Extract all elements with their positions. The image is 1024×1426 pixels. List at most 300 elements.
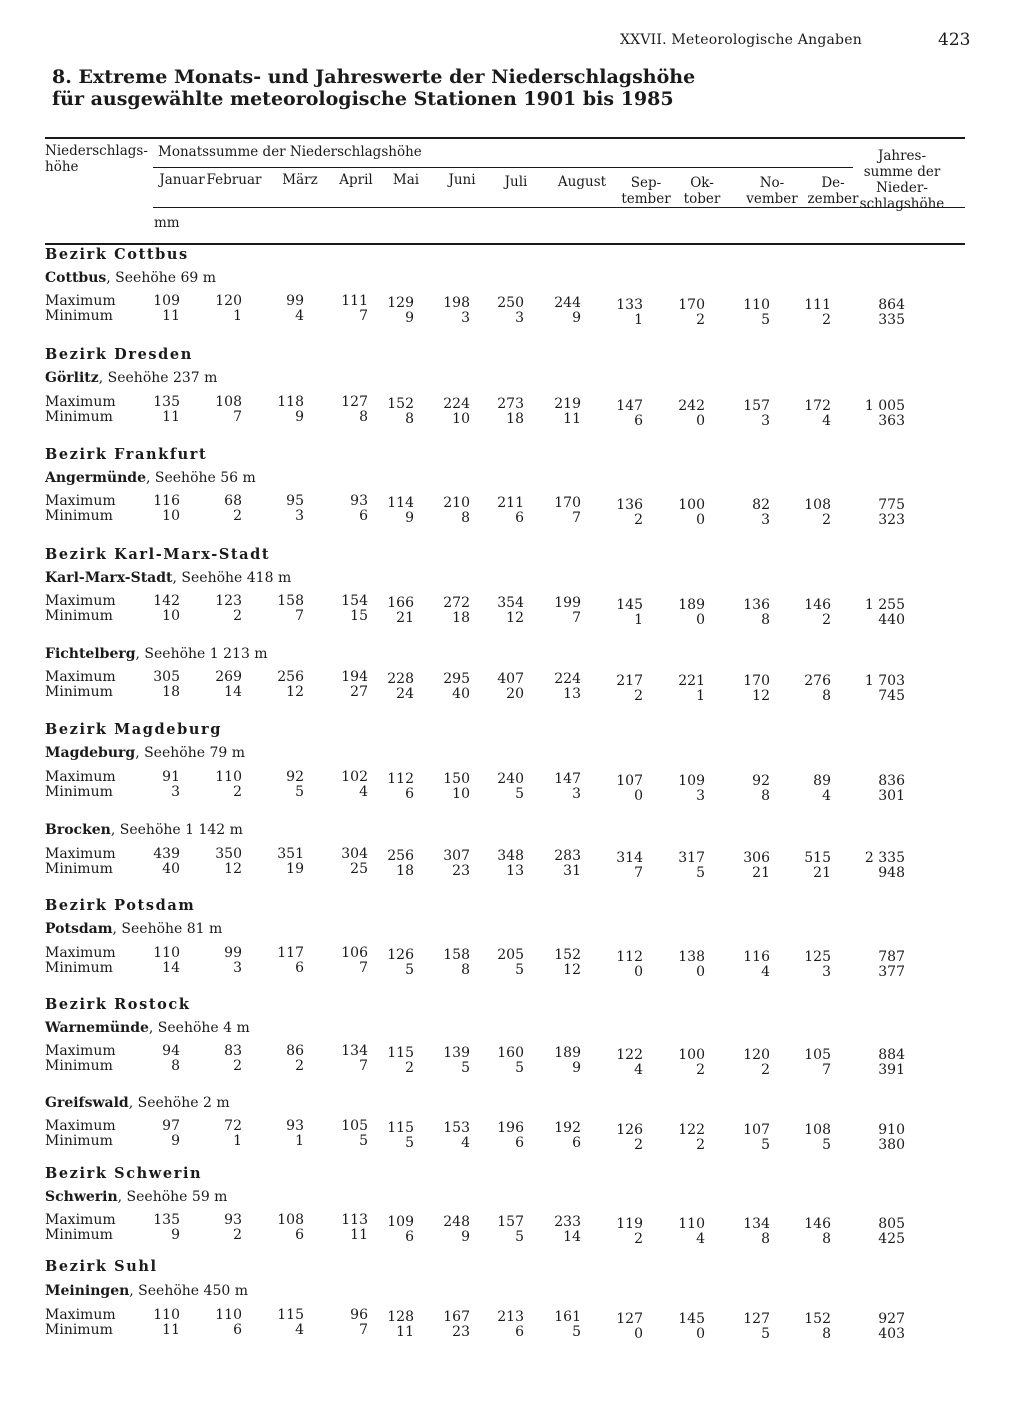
value-cell-maximum: 170 bbox=[678, 297, 705, 313]
value-cell-minimum: 14 bbox=[162, 960, 180, 976]
row-label-header-line: höhe bbox=[45, 159, 79, 175]
value-cell-maximum: 134 bbox=[341, 1043, 368, 1059]
value-cell-maximum: 109 bbox=[153, 293, 180, 309]
value-cell-minimum: 6 bbox=[515, 510, 524, 526]
header-top-rule bbox=[45, 137, 965, 139]
value-cell-minimum: 0 bbox=[634, 788, 643, 804]
month-header-line: zember bbox=[807, 191, 859, 207]
value-cell-minimum: 21 bbox=[752, 865, 770, 881]
value-cell-minimum: 3 bbox=[461, 310, 470, 326]
value-cell-minimum: 7 bbox=[359, 960, 368, 976]
table-title bbox=[52, 66, 695, 110]
value-cell-minimum: 8 bbox=[359, 409, 368, 425]
station-elevation: , Seehöhe 237 m bbox=[98, 370, 218, 386]
value-cell-minimum: 0 bbox=[696, 964, 705, 980]
value-cell-maximum: 110 bbox=[153, 1307, 180, 1323]
value-cell-minimum: 11 bbox=[162, 1322, 180, 1338]
value-cell-minimum: 5 bbox=[572, 1324, 581, 1340]
value-cell-maximum: 113 bbox=[341, 1212, 368, 1228]
value-cell-maximum: 83 bbox=[224, 1043, 242, 1059]
value-cell-maximum: 351 bbox=[277, 846, 304, 862]
value-cell-minimum: 5 bbox=[405, 962, 414, 978]
annual-sum-header-line: Jahres- bbox=[877, 148, 927, 164]
value-cell-minimum: 7 bbox=[634, 865, 643, 881]
value-cell-minimum: 40 bbox=[452, 686, 470, 702]
value-cell-minimum: 2 bbox=[822, 612, 831, 628]
value-cell-minimum: 9 bbox=[171, 1133, 180, 1149]
station-name: Cottbus bbox=[45, 270, 107, 286]
value-cell-maximum: 117 bbox=[277, 945, 304, 961]
value-cell-maximum: 157 bbox=[497, 1214, 524, 1230]
value-cell-maximum: 219 bbox=[554, 396, 581, 412]
value-cell-minimum: 6 bbox=[634, 413, 643, 429]
value-cell-minimum: 2 bbox=[822, 512, 831, 528]
value-cell-minimum: 377 bbox=[878, 964, 905, 980]
value-cell-maximum: 1 005 bbox=[864, 398, 905, 414]
value-cell-maximum: 927 bbox=[878, 1311, 905, 1327]
value-cell-maximum: 109 bbox=[678, 773, 705, 789]
value-cell-maximum: 100 bbox=[678, 497, 705, 513]
value-cell-maximum: 147 bbox=[554, 771, 581, 787]
row-label-minimum: Minimum bbox=[45, 1322, 113, 1338]
value-cell-minimum: 7 bbox=[233, 409, 242, 425]
value-cell-maximum: 217 bbox=[616, 673, 643, 689]
value-cell-maximum: 108 bbox=[215, 394, 242, 410]
value-cell-minimum: 5 bbox=[515, 786, 524, 802]
value-cell-maximum: 93 bbox=[286, 1118, 304, 1134]
value-cell-minimum: 391 bbox=[878, 1062, 905, 1078]
district-heading: Bezirk Rostock bbox=[45, 996, 191, 1013]
annual-sum-header-line: schlagshöhe bbox=[859, 196, 945, 212]
value-cell-minimum: 3 bbox=[295, 508, 304, 524]
table-title-line-2: für ausgewählte meteorologische Stationen 1901 bis 1985 bbox=[52, 88, 674, 110]
value-cell-maximum: 167 bbox=[443, 1309, 470, 1325]
value-cell-maximum: 233 bbox=[554, 1214, 581, 1230]
value-cell-minimum: 5 bbox=[761, 312, 770, 328]
value-cell-maximum: 110 bbox=[743, 297, 770, 313]
value-cell-minimum: 2 bbox=[696, 1137, 705, 1153]
value-cell-maximum: 194 bbox=[341, 669, 368, 685]
value-cell-maximum: 295 bbox=[443, 671, 470, 687]
month-header-line: Januar bbox=[159, 172, 205, 188]
value-cell-maximum: 256 bbox=[277, 669, 304, 685]
value-cell-maximum: 170 bbox=[743, 673, 770, 689]
value-cell-minimum: 1 bbox=[634, 612, 643, 628]
value-cell-maximum: 157 bbox=[743, 398, 770, 414]
month-header-line: No- bbox=[759, 175, 785, 191]
value-cell-maximum: 189 bbox=[678, 597, 705, 613]
station-name: Fichtelberg bbox=[45, 646, 136, 662]
value-cell-maximum: 224 bbox=[554, 671, 581, 687]
month-header-line: vember bbox=[746, 191, 798, 207]
station-elevation: , Seehöhe 1 142 m bbox=[110, 822, 243, 838]
value-cell-maximum: 110 bbox=[215, 1307, 242, 1323]
value-cell-maximum: 93 bbox=[350, 493, 368, 509]
value-cell-maximum: 102 bbox=[341, 769, 368, 785]
station-name: Görlitz bbox=[45, 370, 99, 386]
month-header-line: Februar bbox=[206, 172, 262, 188]
table-title-line-1: 8. Extreme Monats- und Jahreswerte der Niederschlagshöhe bbox=[52, 66, 696, 88]
value-cell-minimum: 6 bbox=[405, 1229, 414, 1245]
value-cell-minimum: 10 bbox=[452, 411, 470, 427]
value-cell-minimum: 18 bbox=[162, 684, 180, 700]
month-header-line: März bbox=[282, 172, 318, 188]
value-cell-minimum: 6 bbox=[295, 960, 304, 976]
station-name: Schwerin bbox=[45, 1189, 118, 1205]
header-bottom-rule bbox=[45, 243, 965, 245]
value-cell-minimum: 0 bbox=[696, 512, 705, 528]
value-cell-maximum: 305 bbox=[153, 669, 180, 685]
value-cell-maximum: 118 bbox=[277, 394, 304, 410]
value-cell-maximum: 111 bbox=[341, 293, 368, 309]
value-cell-minimum: 8 bbox=[405, 411, 414, 427]
station-heading bbox=[45, 370, 217, 386]
value-cell-maximum: 147 bbox=[616, 398, 643, 414]
value-cell-maximum: 354 bbox=[497, 595, 524, 611]
value-cell-minimum: 9 bbox=[171, 1227, 180, 1243]
value-cell-maximum: 1 703 bbox=[864, 673, 905, 689]
value-cell-minimum: 4 bbox=[461, 1135, 470, 1151]
value-cell-minimum: 11 bbox=[396, 1324, 414, 1340]
value-cell-minimum: 13 bbox=[506, 863, 524, 879]
station-elevation: , Seehöhe 4 m bbox=[148, 1020, 250, 1036]
value-cell-maximum: 166 bbox=[387, 595, 414, 611]
district-heading: Bezirk Cottbus bbox=[45, 246, 189, 263]
row-label-maximum: Maximum bbox=[45, 394, 116, 410]
value-cell-maximum: 126 bbox=[616, 1122, 643, 1138]
station-heading bbox=[45, 1283, 248, 1299]
value-cell-maximum: 224 bbox=[443, 396, 470, 412]
value-cell-maximum: 150 bbox=[443, 771, 470, 787]
value-cell-minimum: 3 bbox=[171, 784, 180, 800]
station-name: Karl-Marx-Stadt bbox=[45, 570, 173, 586]
value-cell-maximum: 93 bbox=[224, 1212, 242, 1228]
value-cell-minimum: 8 bbox=[822, 1231, 831, 1247]
value-cell-minimum: 4 bbox=[295, 1322, 304, 1338]
value-cell-maximum: 135 bbox=[153, 1212, 180, 1228]
value-cell-minimum: 12 bbox=[563, 962, 581, 978]
station-elevation: , Seehöhe 1 213 m bbox=[135, 646, 268, 662]
month-header-line: August bbox=[557, 174, 607, 190]
value-cell-maximum: 138 bbox=[678, 949, 705, 965]
value-cell-minimum: 3 bbox=[696, 788, 705, 804]
value-cell-maximum: 119 bbox=[616, 1216, 643, 1232]
value-cell-maximum: 115 bbox=[387, 1120, 414, 1136]
value-cell-minimum: 425 bbox=[878, 1231, 905, 1247]
value-cell-maximum: 135 bbox=[153, 394, 180, 410]
value-cell-maximum: 407 bbox=[497, 671, 524, 687]
value-cell-minimum: 12 bbox=[506, 610, 524, 626]
value-cell-minimum: 2 bbox=[696, 312, 705, 328]
value-cell-maximum: 133 bbox=[616, 297, 643, 313]
value-cell-minimum: 31 bbox=[563, 863, 581, 879]
value-cell-minimum: 5 bbox=[761, 1326, 770, 1342]
value-cell-maximum: 128 bbox=[387, 1309, 414, 1325]
value-cell-minimum: 4 bbox=[696, 1231, 705, 1247]
month-header-line: Mai bbox=[392, 172, 420, 188]
row-label-maximum: Maximum bbox=[45, 1307, 116, 1323]
value-cell-minimum: 2 bbox=[233, 508, 242, 524]
value-cell-minimum: 0 bbox=[634, 1326, 643, 1342]
station-heading bbox=[45, 921, 222, 937]
station-heading bbox=[45, 1189, 227, 1205]
station-elevation: , Seehöhe 81 m bbox=[112, 921, 223, 937]
row-label-header bbox=[45, 143, 148, 175]
value-cell-minimum: 2 bbox=[634, 512, 643, 528]
value-cell-maximum: 122 bbox=[616, 1047, 643, 1063]
value-cell-maximum: 1 255 bbox=[864, 597, 905, 613]
station-name: Meiningen bbox=[45, 1283, 130, 1299]
value-cell-minimum: 5 bbox=[405, 1135, 414, 1151]
value-cell-minimum: 3 bbox=[761, 512, 770, 528]
value-cell-maximum: 196 bbox=[497, 1120, 524, 1136]
district-heading: Bezirk Suhl bbox=[45, 1258, 158, 1275]
value-cell-maximum: 134 bbox=[743, 1216, 770, 1232]
row-label-maximum: Maximum bbox=[45, 1043, 116, 1059]
value-cell-maximum: 127 bbox=[341, 394, 368, 410]
district-heading: Bezirk Potsdam bbox=[45, 897, 196, 914]
value-cell-minimum: 2 bbox=[233, 1227, 242, 1243]
value-cell-maximum: 115 bbox=[277, 1307, 304, 1323]
value-cell-maximum: 192 bbox=[554, 1120, 581, 1136]
value-cell-maximum: 115 bbox=[387, 1045, 414, 1061]
value-cell-minimum: 2 bbox=[696, 1062, 705, 1078]
row-label-minimum: Minimum bbox=[45, 608, 113, 624]
row-label-maximum: Maximum bbox=[45, 669, 116, 685]
value-cell-minimum: 9 bbox=[405, 510, 414, 526]
value-cell-minimum: 6 bbox=[405, 786, 414, 802]
value-cell-minimum: 948 bbox=[878, 865, 905, 881]
value-cell-maximum: 307 bbox=[443, 848, 470, 864]
value-cell-minimum: 7 bbox=[359, 308, 368, 324]
station-heading bbox=[45, 822, 243, 838]
value-cell-minimum: 6 bbox=[515, 1135, 524, 1151]
value-cell-minimum: 8 bbox=[822, 688, 831, 704]
month-header-line: Sep- bbox=[630, 175, 662, 191]
value-cell-maximum: 120 bbox=[215, 293, 242, 309]
value-cell-minimum: 1 bbox=[233, 308, 242, 324]
value-cell-minimum: 3 bbox=[761, 413, 770, 429]
station-name: Warnemünde bbox=[45, 1020, 149, 1036]
value-cell-maximum: 108 bbox=[804, 1122, 831, 1138]
value-cell-minimum: 4 bbox=[359, 784, 368, 800]
value-cell-maximum: 126 bbox=[387, 947, 414, 963]
value-cell-maximum: 105 bbox=[341, 1118, 368, 1134]
value-cell-maximum: 910 bbox=[878, 1122, 905, 1138]
value-cell-minimum: 2 bbox=[233, 1058, 242, 1074]
value-cell-maximum: 127 bbox=[616, 1311, 643, 1327]
value-cell-maximum: 109 bbox=[387, 1214, 414, 1230]
value-cell-maximum: 199 bbox=[554, 595, 581, 611]
value-cell-minimum: 0 bbox=[696, 1326, 705, 1342]
value-cell-minimum: 11 bbox=[350, 1227, 368, 1243]
station-heading bbox=[45, 1095, 230, 1111]
value-cell-minimum: 7 bbox=[295, 608, 304, 624]
value-cell-minimum: 8 bbox=[761, 612, 770, 628]
value-cell-minimum: 335 bbox=[878, 312, 905, 328]
row-label-minimum: Minimum bbox=[45, 508, 113, 524]
value-cell-minimum: 1 bbox=[634, 312, 643, 328]
value-cell-maximum: 161 bbox=[554, 1309, 581, 1325]
value-cell-maximum: 152 bbox=[804, 1311, 831, 1327]
value-cell-minimum: 745 bbox=[878, 688, 905, 704]
row-label-header-line: Niederschlags- bbox=[45, 143, 148, 159]
station-heading bbox=[45, 270, 216, 286]
value-cell-minimum: 0 bbox=[634, 964, 643, 980]
value-cell-maximum: 96 bbox=[350, 1307, 368, 1323]
value-cell-minimum: 18 bbox=[506, 411, 524, 427]
value-cell-minimum: 11 bbox=[563, 411, 581, 427]
station-elevation: , Seehöhe 418 m bbox=[172, 570, 292, 586]
value-cell-minimum: 8 bbox=[822, 1326, 831, 1342]
value-cell-minimum: 403 bbox=[878, 1326, 905, 1342]
value-cell-maximum: 136 bbox=[616, 497, 643, 513]
value-cell-minimum: 4 bbox=[634, 1062, 643, 1078]
value-cell-maximum: 350 bbox=[215, 846, 242, 862]
value-cell-minimum: 8 bbox=[461, 962, 470, 978]
value-cell-maximum: 92 bbox=[752, 773, 770, 789]
value-cell-minimum: 4 bbox=[761, 964, 770, 980]
value-cell-maximum: 775 bbox=[878, 497, 905, 513]
value-cell-maximum: 864 bbox=[878, 297, 905, 313]
value-cell-maximum: 158 bbox=[277, 593, 304, 609]
value-cell-maximum: 304 bbox=[341, 846, 368, 862]
district-heading: Bezirk Frankfurt bbox=[45, 446, 208, 463]
value-cell-maximum: 146 bbox=[804, 1216, 831, 1232]
value-cell-maximum: 122 bbox=[678, 1122, 705, 1138]
row-label-minimum: Minimum bbox=[45, 409, 113, 425]
value-cell-maximum: 439 bbox=[153, 846, 180, 862]
value-cell-maximum: 884 bbox=[878, 1047, 905, 1063]
value-cell-maximum: 205 bbox=[497, 947, 524, 963]
value-cell-maximum: 228 bbox=[387, 671, 414, 687]
value-cell-maximum: 170 bbox=[554, 495, 581, 511]
value-cell-maximum: 198 bbox=[443, 295, 470, 311]
value-cell-minimum: 12 bbox=[752, 688, 770, 704]
value-cell-maximum: 314 bbox=[616, 850, 643, 866]
value-cell-maximum: 145 bbox=[678, 1311, 705, 1327]
value-cell-maximum: 89 bbox=[813, 773, 831, 789]
value-cell-maximum: 152 bbox=[554, 947, 581, 963]
value-cell-minimum: 21 bbox=[813, 865, 831, 881]
value-cell-maximum: 348 bbox=[497, 848, 524, 864]
value-cell-minimum: 301 bbox=[878, 788, 905, 804]
value-cell-minimum: 24 bbox=[396, 686, 414, 702]
value-cell-maximum: 110 bbox=[678, 1216, 705, 1232]
value-cell-minimum: 3 bbox=[515, 310, 524, 326]
value-cell-minimum: 2 bbox=[634, 688, 643, 704]
station-elevation: , Seehöhe 2 m bbox=[128, 1095, 230, 1111]
value-cell-minimum: 14 bbox=[224, 684, 242, 700]
value-cell-minimum: 40 bbox=[162, 861, 180, 877]
value-cell-minimum: 11 bbox=[162, 308, 180, 324]
value-cell-minimum: 13 bbox=[563, 686, 581, 702]
value-cell-minimum: 21 bbox=[396, 610, 414, 626]
value-cell-maximum: 99 bbox=[224, 945, 242, 961]
value-cell-maximum: 145 bbox=[616, 597, 643, 613]
month-header-line: April bbox=[339, 172, 373, 188]
unit-label: mm bbox=[154, 215, 180, 231]
value-cell-maximum: 805 bbox=[878, 1216, 905, 1232]
value-cell-minimum: 2 bbox=[295, 1058, 304, 1074]
value-cell-minimum: 5 bbox=[696, 865, 705, 881]
value-cell-maximum: 283 bbox=[554, 848, 581, 864]
value-cell-maximum: 2 335 bbox=[864, 850, 905, 866]
value-cell-maximum: 139 bbox=[443, 1045, 470, 1061]
value-cell-maximum: 142 bbox=[153, 593, 180, 609]
value-cell-maximum: 112 bbox=[387, 771, 414, 787]
value-cell-maximum: 250 bbox=[497, 295, 524, 311]
value-cell-maximum: 306 bbox=[743, 850, 770, 866]
value-cell-minimum: 11 bbox=[162, 409, 180, 425]
month-header-line: De- bbox=[821, 175, 845, 191]
district-heading: Bezirk Magdeburg bbox=[45, 721, 222, 738]
value-cell-maximum: 189 bbox=[554, 1045, 581, 1061]
value-cell-minimum: 8 bbox=[461, 510, 470, 526]
station-name: Potsdam bbox=[45, 921, 113, 937]
value-cell-minimum: 2 bbox=[405, 1060, 414, 1076]
district-heading: Bezirk Karl-Marx-Stadt bbox=[45, 546, 271, 563]
value-cell-maximum: 116 bbox=[743, 949, 770, 965]
value-cell-maximum: 158 bbox=[443, 947, 470, 963]
value-cell-maximum: 91 bbox=[162, 769, 180, 785]
value-cell-minimum: 7 bbox=[572, 510, 581, 526]
value-cell-maximum: 116 bbox=[153, 493, 180, 509]
value-cell-maximum: 107 bbox=[743, 1122, 770, 1138]
value-cell-minimum: 23 bbox=[452, 863, 470, 879]
value-cell-minimum: 440 bbox=[878, 612, 905, 628]
value-cell-minimum: 380 bbox=[878, 1137, 905, 1153]
value-cell-maximum: 92 bbox=[286, 769, 304, 785]
row-label-maximum: Maximum bbox=[45, 945, 116, 961]
value-cell-minimum: 4 bbox=[295, 308, 304, 324]
value-cell-maximum: 269 bbox=[215, 669, 242, 685]
row-label-maximum: Maximum bbox=[45, 1118, 116, 1134]
value-cell-maximum: 108 bbox=[277, 1212, 304, 1228]
value-cell-minimum: 27 bbox=[350, 684, 368, 700]
value-cell-maximum: 152 bbox=[387, 396, 414, 412]
row-label-minimum: Minimum bbox=[45, 1133, 113, 1149]
value-cell-maximum: 114 bbox=[387, 495, 414, 511]
value-cell-maximum: 213 bbox=[497, 1309, 524, 1325]
row-label-maximum: Maximum bbox=[45, 846, 116, 862]
value-cell-maximum: 172 bbox=[804, 398, 831, 414]
value-cell-minimum: 9 bbox=[405, 310, 414, 326]
value-cell-minimum: 20 bbox=[506, 686, 524, 702]
value-cell-maximum: 99 bbox=[286, 293, 304, 309]
annual-sum-header-line: summe der bbox=[863, 164, 941, 180]
station-heading bbox=[45, 745, 245, 761]
value-cell-maximum: 95 bbox=[286, 493, 304, 509]
value-cell-maximum: 127 bbox=[743, 1311, 770, 1327]
value-cell-minimum: 10 bbox=[452, 786, 470, 802]
row-label-minimum: Minimum bbox=[45, 1227, 113, 1243]
value-cell-maximum: 153 bbox=[443, 1120, 470, 1136]
value-cell-maximum: 106 bbox=[341, 945, 368, 961]
value-cell-minimum: 4 bbox=[822, 788, 831, 804]
value-cell-minimum: 1 bbox=[295, 1133, 304, 1149]
station-name: Greifswald bbox=[45, 1095, 129, 1111]
value-cell-minimum: 323 bbox=[878, 512, 905, 528]
month-header-line: Juli bbox=[504, 174, 528, 190]
value-cell-maximum: 82 bbox=[752, 497, 770, 513]
value-cell-maximum: 125 bbox=[804, 949, 831, 965]
value-cell-maximum: 244 bbox=[554, 295, 581, 311]
row-label-maximum: Maximum bbox=[45, 593, 116, 609]
value-cell-maximum: 515 bbox=[804, 850, 831, 866]
value-cell-maximum: 136 bbox=[743, 597, 770, 613]
row-label-minimum: Minimum bbox=[45, 960, 113, 976]
